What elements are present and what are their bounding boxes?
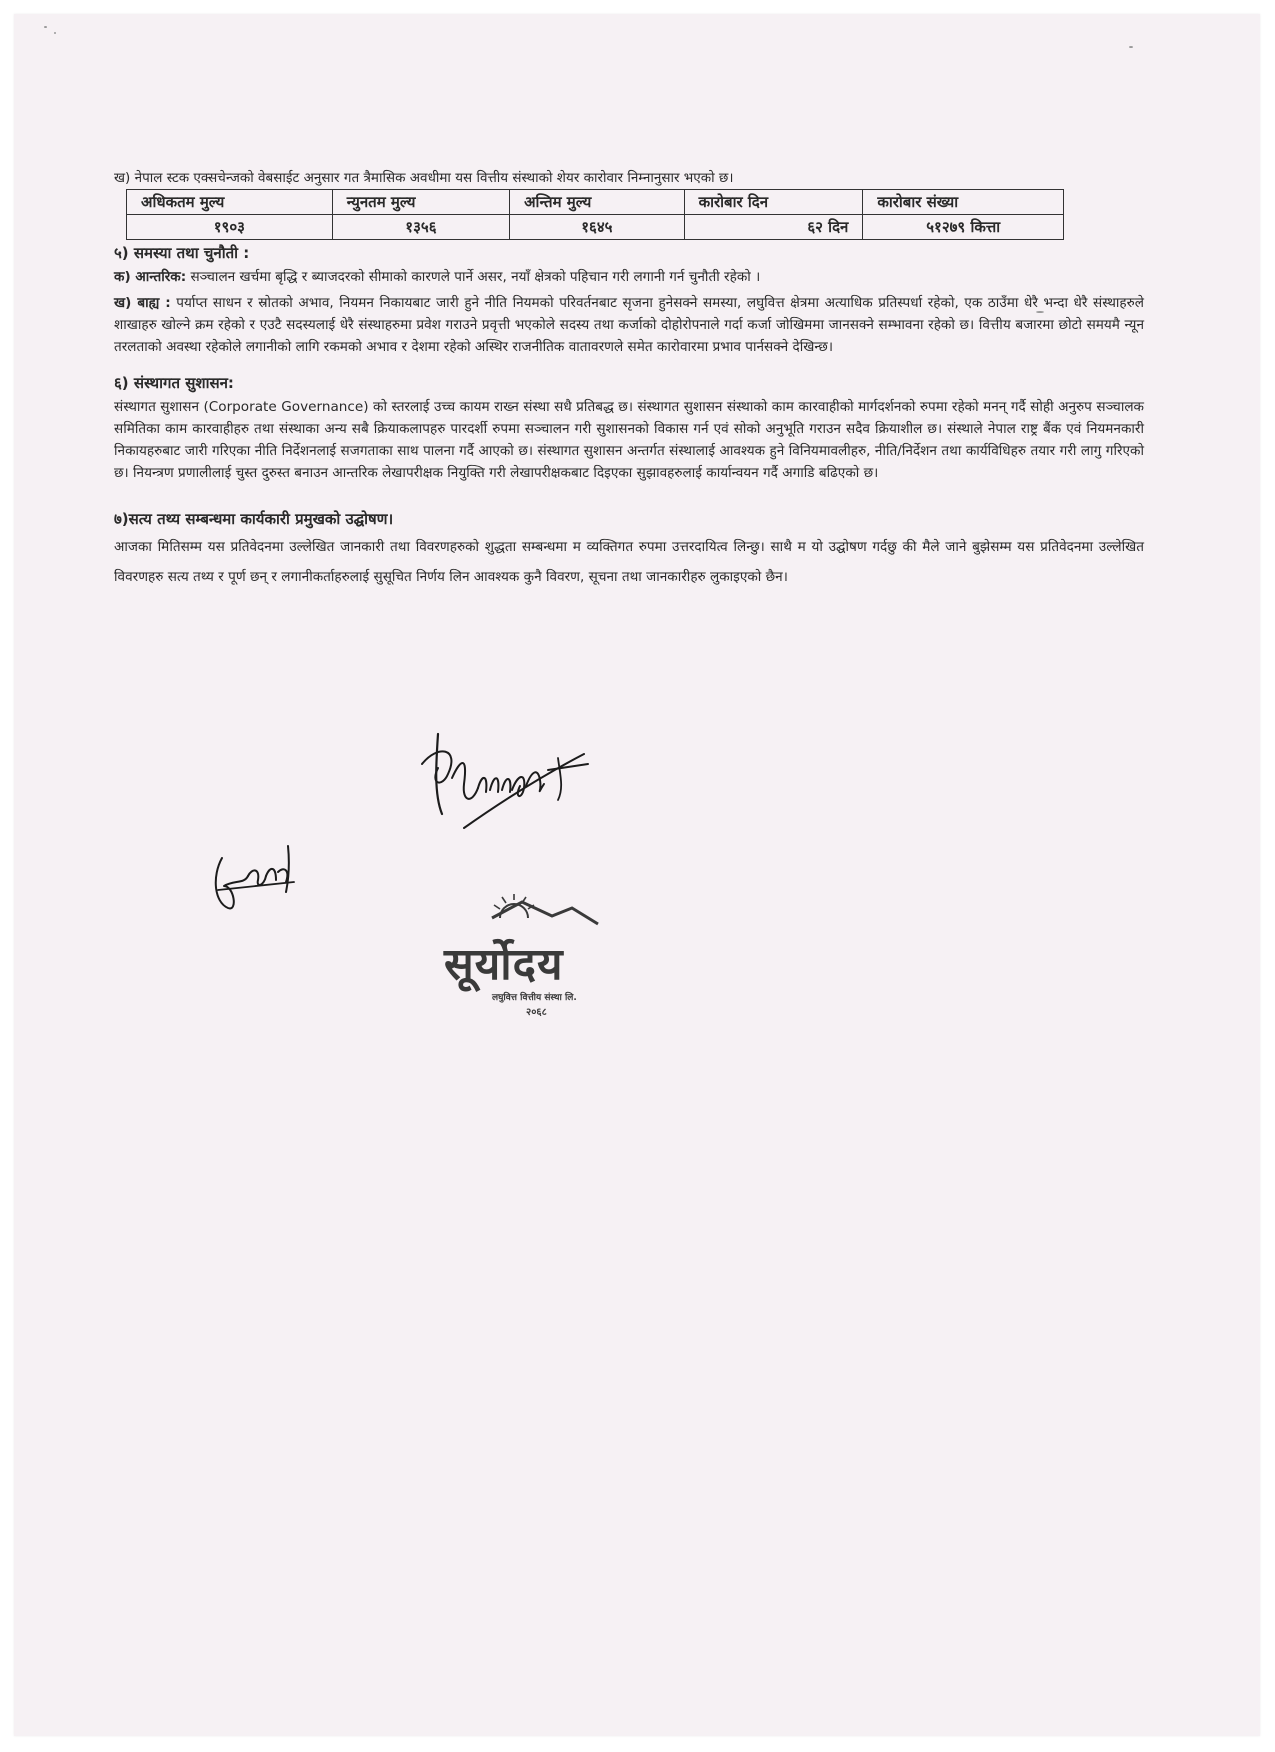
seal-company-name: सूर्योदय [444,939,564,990]
cell-trade-count: ५१२७९ कित्ता [863,215,1064,240]
share-trading-intro: ख) नेपाल स्टक एक्सचेन्जको वेबसाईट अनुसार गत त्रैमासिक अवधीमा यस वित्तीय संस्थाको शेयर कारोवार निम्नानुसार भएको छ। [114,170,734,186]
section5-internal-paragraph [114,266,1144,288]
scan-speck [44,26,47,28]
section7-heading: ७)सत्य तथ्य सम्बन्धमा कार्यकारी प्रमुखको उद्घोषण। [114,510,394,528]
cell-trading-days: ६२ दिन [684,215,863,240]
cell-last-price: १६४५ [510,215,685,240]
header-trading-days: कारोबार दिन [684,190,863,215]
section7-paragraph: आजका मितिसम्म यस प्रतिवेदनमा उल्लेखित जानकारी तथा विवरणहरुको शुद्धता सम्बन्धमा म व्यक्तिगत रुपमा उत्तरदायित्व लिन्छु। साथै म यो उद्घोषण गर्दछु की मैले जाने बुझेसम्म यस प्रतिवेदनमा उल्लेखित विवरणहरु सत्य तथ्य र पूर्ण छन् र लगानीकर्ताहरुलाई सुसूचित निर्णय लिन आवश्यक कुनै विवरण, सूचना तथा जानकारीहरु लुकाइएको छैन। [114,539,1144,585]
share-trading-table [126,189,1064,240]
external-text: पर्याप्त साधन र स्रोतको अभाव, नियमन निकायबाट जारी हुने नीति नियमको परिवर्तनबाट सृजना हुनेसक्ने समस्या, लघुवित्त क्षेत्रमा अत्याधिक प्रतिस्पर्धा रहेको, एक ठाउँमा धेरै भन्दा धेरै संस्थाहरुले शाखाहरु खोल्ने क्रम रहेको र एउटै सदस्यलाई धेरै संस्थाहरुमा प्रवेश गराउने प्रवृत्ती भएकोले सदस्य तथा कर्जाको दोहोरोपनाले गर्दा कर्जा जोखिममा जानसक्ने सम्भावना रहेको छ। वित्तीय बजारमा छोटो समयमै न्यून तरलताको अवस्था रहेकोले लगानीको लागि रकमको अभाव र देशमा रहेको अस्थिर राजनीतिक वातावरणले समेत कारोवारमा प्रभाव पार्नसक्ने देखिन्छ। [114,295,1144,355]
external-lead: ख) बाह्य : [114,295,171,311]
internal-text: सञ्चालन खर्चमा बृद्धि र ब्याजदरको सीमाको कारणले पार्ने असर, नयाँ क्षेत्रको पहिचान गरी लगानी गर्न चुनौती रहेको । [186,269,761,285]
scan-speck [54,32,56,34]
header-trade-count: कारोबार संख्या [863,190,1064,215]
section6-paragraph: संस्थागत सुशासन (Corporate Governance) को स्तरलाई उच्च कायम राख्न संस्था सधै प्रतिबद्ध छ। संस्थागत सुशासन संस्थाको काम कारवाहीको मार्गदर्शनको रुपमा रहेको मनन् गर्दै सोही अनुरुप सञ्चालक समितिका काम कारवाहीहरु तथा संस्थाका अन्य सबै क्रियाकलापहरु पारदर्शी रुपमा सञ्चालन गरी सुशासनको विकास गर्न एवं सोको अनुभूति गराउन सदैव क्रियाशील छ। संस्थाले नेपाल राष्ट्र बैंक एवं नियमनकारी निकायहरुबाट जारी गरिएका नीति निर्देशनलाई सजगताका साथ पालना गर्दै आएको छ। संस्थागत सुशासन अन्तर्गत संस्थालाई आवश्यक हुने विनियमावलीहरु, नीति/निर्देशन तथा कार्यविधिहरु तयार गरी लागु गरिएको छ। नियन्त्रण प्रणालीलाई चुस्त दुरुस्त बनाउन आन्तरिक लेखापरीक्षक नियुक्ति गरी लेखापरीक्षकबाट दिइएका सुझावहरुलाई कार्यान्वयन गर्दै अगाडि बढिएको छ। [114,399,1144,481]
cell-max-price: १९०३ [127,215,333,240]
table-row [127,215,1064,240]
cell-min-price: १३५६ [332,215,509,240]
second-signature [204,826,304,916]
document-page [14,14,1260,1736]
section5-external-paragraph [114,292,1144,358]
ceo-signature [408,704,598,854]
section5-heading: ५) समस्या तथा चुनौती : [114,244,250,262]
seal-year: २०६८ [526,1007,547,1018]
report-body [114,168,1144,596]
header-last-price: अन्तिम मुल्य [510,190,685,215]
header-min-price: न्युनतम मुल्य [332,190,509,215]
company-seal [422,894,622,1034]
seal-subtitle: लघुवित्त वित्तीय संस्था लि. [492,993,577,1003]
section6-heading: ६) संस्थागत सुशासन: [114,374,234,392]
internal-lead: क) आन्तरिक: [114,269,187,285]
scan-speck [1129,46,1133,48]
header-max-price: अधिकतम मुल्य [127,190,333,215]
table-header-row [127,190,1064,215]
